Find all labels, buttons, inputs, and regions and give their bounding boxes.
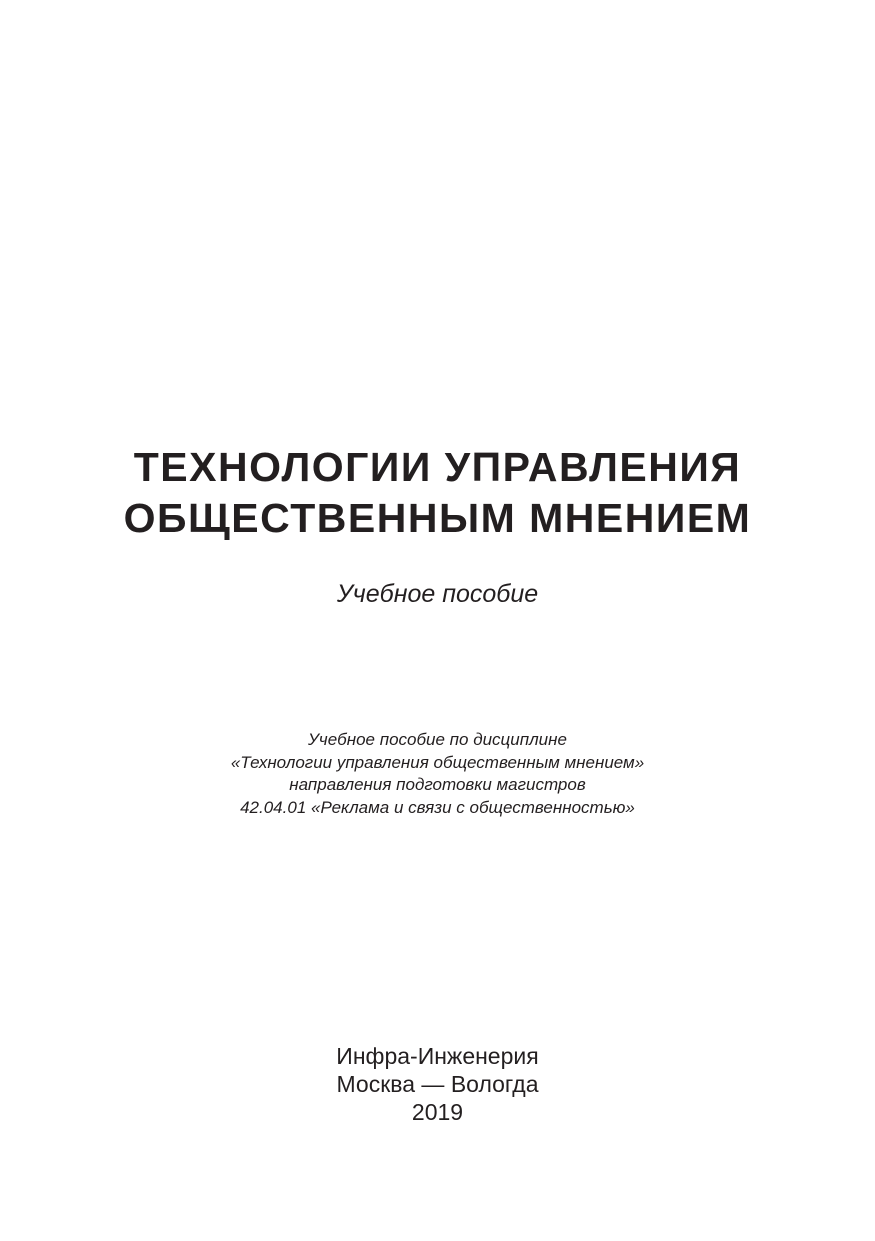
publisher-name: Инфра-Инженерия (336, 1043, 539, 1069)
publication-cities: Москва — Вологда (336, 1071, 539, 1097)
discipline-description (0, 729, 875, 819)
book-subtitle: Учебное пособие (336, 580, 539, 608)
book-title-line-1: ТЕХНОЛОГИИ УПРАВЛЕНИЯ (133, 444, 742, 490)
book-title-line-2: ОБЩЕСТВЕННЫМ МНЕНИЕМ (123, 495, 752, 541)
book-title (0, 442, 875, 544)
publication-year: 2019 (411, 1099, 464, 1125)
description-line-2: «Технологии управления общественным мнением» (230, 752, 645, 772)
description-line-3: направления подготовки магистров (289, 775, 586, 794)
publisher-imprint (0, 1042, 875, 1126)
description-line-4: 42.04.01 «Реклама и связи с общественностью» (240, 797, 635, 817)
description-line-1: Учебное пособие по дисциплине (308, 730, 567, 749)
